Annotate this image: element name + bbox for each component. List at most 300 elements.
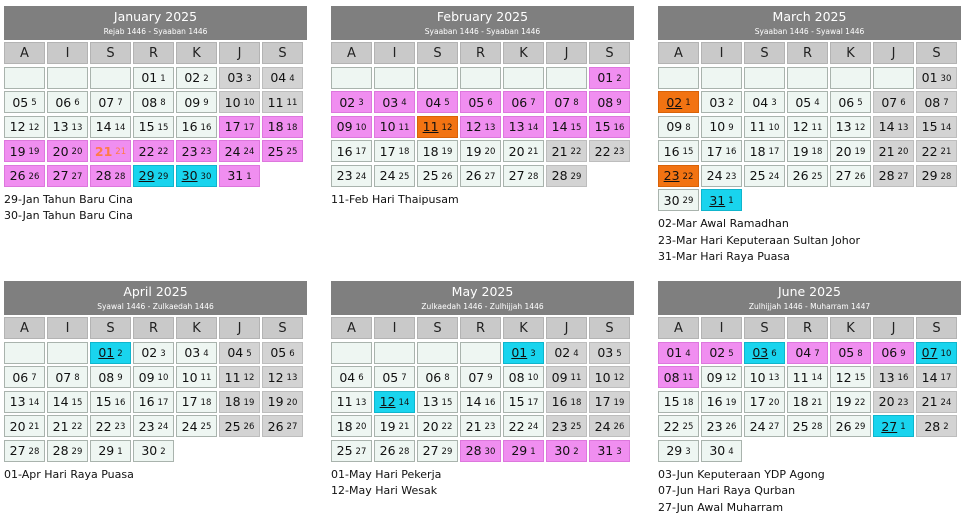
day-cell[interactable] bbox=[47, 116, 88, 138]
day-cell[interactable] bbox=[374, 91, 415, 113]
weekday-header: S bbox=[589, 42, 630, 64]
gregorian-day: 09 bbox=[707, 370, 723, 385]
gregorian-day: 30 bbox=[182, 168, 198, 183]
day-cell[interactable] bbox=[873, 391, 914, 413]
hijri-day: 2 bbox=[943, 422, 948, 432]
day-cell[interactable] bbox=[658, 116, 699, 138]
day-cell[interactable] bbox=[916, 165, 957, 187]
day-cell[interactable] bbox=[133, 391, 174, 413]
hijri-day: 4 bbox=[401, 98, 406, 108]
hijri-day: 25 bbox=[812, 172, 823, 182]
day-cell[interactable] bbox=[744, 165, 785, 187]
month-title: March 2025 bbox=[658, 9, 961, 24]
day-cell[interactable] bbox=[90, 440, 131, 462]
day-cell[interactable] bbox=[503, 366, 544, 388]
day-cell[interactable] bbox=[374, 391, 415, 413]
day-cell[interactable] bbox=[830, 165, 871, 187]
day-cell[interactable] bbox=[744, 140, 785, 162]
day-cell[interactable] bbox=[90, 391, 131, 413]
day-cell[interactable] bbox=[331, 391, 372, 413]
weekday-header: I bbox=[374, 42, 415, 64]
gregorian-day: 21 bbox=[466, 419, 482, 434]
day-cell[interactable] bbox=[133, 165, 174, 187]
gregorian-day: 28 bbox=[924, 419, 940, 434]
day-cell[interactable] bbox=[90, 342, 131, 364]
day-cell[interactable] bbox=[47, 415, 88, 437]
day-cell[interactable] bbox=[90, 140, 131, 162]
hijri-day: 12 bbox=[614, 373, 625, 383]
day-cell[interactable] bbox=[503, 342, 544, 364]
day-cell[interactable] bbox=[133, 366, 174, 388]
day-cell[interactable] bbox=[47, 91, 88, 113]
gregorian-day: 23 bbox=[139, 419, 155, 434]
day-cell[interactable] bbox=[176, 366, 217, 388]
day-cell[interactable] bbox=[589, 440, 630, 462]
day-cell[interactable] bbox=[744, 415, 785, 437]
day-cell[interactable] bbox=[417, 391, 458, 413]
hijri-day: 8 bbox=[74, 373, 79, 383]
day-cell[interactable] bbox=[219, 342, 260, 364]
day-cell[interactable] bbox=[4, 91, 45, 113]
day-cell[interactable] bbox=[331, 415, 372, 437]
hijri-day: 14 bbox=[29, 398, 40, 408]
gregorian-day: 13 bbox=[10, 394, 26, 409]
day-cell[interactable] bbox=[658, 165, 699, 187]
day-cell[interactable] bbox=[4, 440, 45, 462]
day-cell[interactable] bbox=[219, 116, 260, 138]
hijri-day: 5 bbox=[616, 349, 621, 359]
day-cell[interactable] bbox=[873, 366, 914, 388]
day-cell[interactable] bbox=[262, 91, 303, 113]
day-cell[interactable] bbox=[701, 91, 742, 113]
day-cell[interactable] bbox=[4, 140, 45, 162]
gregorian-day: 30 bbox=[554, 443, 570, 458]
day-cell[interactable] bbox=[503, 91, 544, 113]
day-cell[interactable] bbox=[830, 391, 871, 413]
weekday-header: S bbox=[90, 317, 131, 339]
day-cell[interactable] bbox=[873, 342, 914, 364]
day-cell[interactable] bbox=[262, 140, 303, 162]
day-cell[interactable] bbox=[787, 140, 828, 162]
day-cell[interactable] bbox=[744, 91, 785, 113]
day-cell[interactable] bbox=[90, 165, 131, 187]
hijri-day: 21 bbox=[115, 147, 126, 157]
day-cell[interactable] bbox=[460, 91, 501, 113]
day-cell[interactable] bbox=[658, 366, 699, 388]
day-cell[interactable] bbox=[417, 116, 458, 138]
gregorian-day: 10 bbox=[380, 119, 396, 134]
hijri-day: 17 bbox=[244, 123, 255, 133]
gregorian-day: 16 bbox=[337, 144, 353, 159]
day-cell[interactable] bbox=[176, 391, 217, 413]
hijri-day: 22 bbox=[855, 398, 866, 408]
day-cell[interactable] bbox=[417, 415, 458, 437]
gregorian-day: 27 bbox=[836, 168, 852, 183]
day-cell[interactable] bbox=[589, 116, 630, 138]
day-cell[interactable] bbox=[916, 391, 957, 413]
gregorian-day: 15 bbox=[922, 119, 938, 134]
gregorian-day: 14 bbox=[53, 394, 69, 409]
day-cell[interactable] bbox=[4, 116, 45, 138]
day-cell[interactable] bbox=[589, 391, 630, 413]
hijri-day: 1 bbox=[117, 447, 122, 457]
day-cell[interactable] bbox=[787, 165, 828, 187]
day-cell[interactable] bbox=[503, 140, 544, 162]
day-cell[interactable] bbox=[219, 366, 260, 388]
day-cell[interactable] bbox=[546, 366, 587, 388]
day-cell[interactable] bbox=[176, 91, 217, 113]
hijri-day: 12 bbox=[244, 373, 255, 383]
day-cell[interactable] bbox=[546, 91, 587, 113]
day-cell[interactable] bbox=[873, 415, 914, 437]
holiday-notes bbox=[331, 467, 634, 500]
day-cell[interactable] bbox=[701, 342, 742, 364]
day-cell[interactable] bbox=[331, 165, 372, 187]
hijri-day: 1 bbox=[160, 74, 165, 84]
day-cell[interactable] bbox=[219, 67, 260, 89]
day-cell[interactable] bbox=[374, 440, 415, 462]
gregorian-day: 06 bbox=[881, 345, 897, 360]
day-cell[interactable] bbox=[133, 415, 174, 437]
hijri-day: 1 bbox=[530, 447, 535, 457]
empty-day-cell bbox=[658, 67, 699, 89]
weekday-header: S bbox=[90, 42, 131, 64]
day-cell[interactable] bbox=[417, 91, 458, 113]
gregorian-day: 27 bbox=[881, 419, 897, 434]
day-cell[interactable] bbox=[47, 391, 88, 413]
day-cell[interactable] bbox=[47, 140, 88, 162]
day-cell[interactable] bbox=[417, 366, 458, 388]
day-cell[interactable] bbox=[701, 165, 742, 187]
hijri-day: 26 bbox=[614, 422, 625, 432]
day-cell[interactable] bbox=[830, 140, 871, 162]
weekday-header: S bbox=[589, 317, 630, 339]
day-cell[interactable] bbox=[589, 366, 630, 388]
day-cell[interactable] bbox=[503, 440, 544, 462]
day-cell[interactable] bbox=[219, 140, 260, 162]
hijri-day: 17 bbox=[356, 147, 367, 157]
gregorian-day: 22 bbox=[922, 144, 938, 159]
gregorian-day: 19 bbox=[268, 394, 284, 409]
holiday-note: 02-Mar Awal Ramadhan bbox=[658, 216, 961, 233]
gregorian-day: 22 bbox=[96, 419, 112, 434]
gregorian-day: 21 bbox=[53, 419, 69, 434]
hijri-day: 28 bbox=[115, 172, 126, 182]
day-cell[interactable] bbox=[658, 342, 699, 364]
hijri-day: 1 bbox=[685, 98, 690, 108]
day-cell[interactable] bbox=[460, 165, 501, 187]
day-cell[interactable] bbox=[916, 116, 957, 138]
day-cell[interactable] bbox=[916, 415, 957, 437]
gregorian-day: 26 bbox=[380, 443, 396, 458]
day-cell[interactable] bbox=[417, 140, 458, 162]
day-cell[interactable] bbox=[589, 140, 630, 162]
day-cell[interactable] bbox=[744, 391, 785, 413]
day-cell[interactable] bbox=[331, 116, 372, 138]
weekday-header: J bbox=[873, 317, 914, 339]
hijri-day: 22 bbox=[158, 147, 169, 157]
day-cell[interactable] bbox=[658, 391, 699, 413]
day-cell[interactable] bbox=[503, 391, 544, 413]
gregorian-day: 19 bbox=[466, 144, 482, 159]
day-cell[interactable] bbox=[873, 116, 914, 138]
day-cell[interactable] bbox=[4, 366, 45, 388]
day-cell[interactable] bbox=[331, 140, 372, 162]
day-cell[interactable] bbox=[176, 67, 217, 89]
day-cell[interactable] bbox=[658, 440, 699, 462]
hijri-day: 28 bbox=[528, 172, 539, 182]
day-cell[interactable] bbox=[90, 91, 131, 113]
day-cell[interactable] bbox=[90, 415, 131, 437]
day-cell[interactable] bbox=[262, 366, 303, 388]
hijri-day: 16 bbox=[726, 147, 737, 157]
day-cell[interactable] bbox=[460, 415, 501, 437]
day-cell[interactable] bbox=[176, 342, 217, 364]
day-cell[interactable] bbox=[873, 165, 914, 187]
hijri-day: 20 bbox=[769, 398, 780, 408]
day-cell[interactable] bbox=[589, 342, 630, 364]
hijri-day: 27 bbox=[485, 172, 496, 182]
weekday-header: S bbox=[916, 42, 957, 64]
hijri-day: 5 bbox=[444, 98, 449, 108]
day-cell[interactable] bbox=[133, 91, 174, 113]
day-cell[interactable] bbox=[830, 342, 871, 364]
empty-day-cell bbox=[701, 67, 742, 89]
day-cell[interactable] bbox=[701, 415, 742, 437]
day-cell[interactable] bbox=[546, 116, 587, 138]
day-cell[interactable] bbox=[503, 116, 544, 138]
day-cell[interactable] bbox=[589, 415, 630, 437]
hijri-day: 19 bbox=[244, 398, 255, 408]
month-grid bbox=[658, 42, 961, 211]
day-cell[interactable] bbox=[4, 391, 45, 413]
day-cell[interactable] bbox=[176, 140, 217, 162]
day-cell[interactable] bbox=[546, 440, 587, 462]
hijri-day: 16 bbox=[485, 398, 496, 408]
month-grid bbox=[4, 42, 307, 187]
day-cell[interactable] bbox=[90, 116, 131, 138]
day-cell[interactable] bbox=[873, 91, 914, 113]
day-cell[interactable] bbox=[176, 165, 217, 187]
day-cell[interactable] bbox=[830, 415, 871, 437]
day-cell[interactable] bbox=[219, 391, 260, 413]
weekday-header: J bbox=[219, 317, 260, 339]
weekday-header: S bbox=[744, 42, 785, 64]
gregorian-day: 02 bbox=[141, 345, 157, 360]
day-cell[interactable] bbox=[701, 116, 742, 138]
day-cell[interactable] bbox=[701, 440, 742, 462]
hijri-day: 28 bbox=[399, 447, 410, 457]
day-cell[interactable] bbox=[546, 415, 587, 437]
holiday-note: 03-Jun Keputeraan YDP Agong bbox=[658, 467, 961, 484]
day-cell[interactable] bbox=[331, 366, 372, 388]
day-cell[interactable] bbox=[787, 391, 828, 413]
gregorian-day: 07 bbox=[881, 95, 897, 110]
day-cell[interactable] bbox=[701, 391, 742, 413]
day-cell[interactable] bbox=[4, 415, 45, 437]
gregorian-day: 27 bbox=[10, 443, 26, 458]
hijri-day: 30 bbox=[201, 172, 212, 182]
day-cell[interactable] bbox=[374, 140, 415, 162]
day-cell[interactable] bbox=[460, 116, 501, 138]
day-cell[interactable] bbox=[331, 440, 372, 462]
day-cell[interactable] bbox=[262, 116, 303, 138]
day-cell[interactable] bbox=[133, 67, 174, 89]
day-cell[interactable] bbox=[374, 366, 415, 388]
day-cell[interactable] bbox=[873, 140, 914, 162]
hijri-day: 28 bbox=[812, 422, 823, 432]
day-cell[interactable] bbox=[658, 415, 699, 437]
day-cell[interactable] bbox=[787, 116, 828, 138]
day-cell[interactable] bbox=[658, 140, 699, 162]
day-cell[interactable] bbox=[374, 165, 415, 187]
day-cell[interactable] bbox=[417, 440, 458, 462]
weekday-header: J bbox=[546, 42, 587, 64]
holiday-note: 23-Mar Hari Keputeraan Sultan Johor bbox=[658, 233, 961, 250]
gregorian-day: 15 bbox=[96, 394, 112, 409]
day-cell[interactable] bbox=[787, 91, 828, 113]
hijri-day: 5 bbox=[246, 349, 251, 359]
hijri-day: 10 bbox=[158, 373, 169, 383]
day-cell[interactable] bbox=[219, 91, 260, 113]
hijri-day: 19 bbox=[29, 147, 40, 157]
empty-day-cell bbox=[417, 342, 458, 364]
day-cell[interactable] bbox=[546, 342, 587, 364]
month-grid bbox=[331, 42, 634, 187]
day-cell[interactable] bbox=[90, 366, 131, 388]
day-cell[interactable] bbox=[701, 189, 742, 211]
day-cell[interactable] bbox=[417, 165, 458, 187]
gregorian-day: 14 bbox=[922, 370, 938, 385]
day-cell[interactable] bbox=[546, 165, 587, 187]
hijri-day: 9 bbox=[728, 123, 733, 133]
gregorian-day: 07 bbox=[468, 370, 484, 385]
gregorian-day: 29 bbox=[139, 168, 155, 183]
weekday-header: I bbox=[701, 42, 742, 64]
day-cell[interactable] bbox=[47, 440, 88, 462]
day-cell[interactable] bbox=[47, 165, 88, 187]
hijri-day: 14 bbox=[528, 123, 539, 133]
gregorian-day: 17 bbox=[707, 144, 723, 159]
day-cell[interactable] bbox=[589, 91, 630, 113]
day-cell[interactable] bbox=[916, 91, 957, 113]
day-cell[interactable] bbox=[787, 342, 828, 364]
day-cell[interactable] bbox=[219, 165, 260, 187]
hijri-range: Zulkaedah 1446 - Zulhijjah 1446 bbox=[331, 302, 634, 311]
day-cell[interactable] bbox=[701, 140, 742, 162]
day-cell[interactable] bbox=[744, 342, 785, 364]
gregorian-day: 28 bbox=[53, 443, 69, 458]
day-cell[interactable] bbox=[830, 91, 871, 113]
day-cell[interactable] bbox=[460, 391, 501, 413]
day-cell[interactable] bbox=[546, 391, 587, 413]
day-cell[interactable] bbox=[830, 116, 871, 138]
day-cell[interactable] bbox=[47, 366, 88, 388]
day-cell[interactable] bbox=[658, 189, 699, 211]
day-cell[interactable] bbox=[219, 415, 260, 437]
day-cell[interactable] bbox=[374, 415, 415, 437]
day-cell[interactable] bbox=[658, 91, 699, 113]
hijri-day: 22 bbox=[442, 422, 453, 432]
day-cell[interactable] bbox=[787, 366, 828, 388]
day-cell[interactable] bbox=[916, 140, 957, 162]
gregorian-day: 07 bbox=[554, 95, 570, 110]
weekday-header: I bbox=[47, 317, 88, 339]
day-cell[interactable] bbox=[460, 366, 501, 388]
day-cell[interactable] bbox=[4, 165, 45, 187]
gregorian-day: 09 bbox=[552, 370, 568, 385]
day-cell[interactable] bbox=[744, 366, 785, 388]
day-cell[interactable] bbox=[176, 415, 217, 437]
day-cell[interactable] bbox=[262, 342, 303, 364]
day-cell[interactable] bbox=[744, 116, 785, 138]
empty-day-cell bbox=[90, 67, 131, 89]
gregorian-day: 21 bbox=[552, 144, 568, 159]
day-cell[interactable] bbox=[787, 415, 828, 437]
day-cell[interactable] bbox=[133, 440, 174, 462]
day-cell[interactable] bbox=[916, 366, 957, 388]
gregorian-day: 17 bbox=[750, 394, 766, 409]
hijri-day: 16 bbox=[898, 373, 909, 383]
gregorian-day: 24 bbox=[182, 419, 198, 434]
day-cell[interactable] bbox=[503, 415, 544, 437]
day-cell[interactable] bbox=[133, 116, 174, 138]
day-cell[interactable] bbox=[176, 116, 217, 138]
weekday-header: K bbox=[176, 42, 217, 64]
day-cell[interactable] bbox=[133, 342, 174, 364]
holiday-note: 11-Feb Hari Thaipusam bbox=[331, 192, 634, 209]
day-cell[interactable] bbox=[503, 165, 544, 187]
holiday-note: 01-May Hari Pekerja bbox=[331, 467, 634, 484]
month-header bbox=[331, 281, 634, 315]
day-cell[interactable] bbox=[546, 140, 587, 162]
day-cell[interactable] bbox=[460, 440, 501, 462]
weekday-header: A bbox=[4, 42, 45, 64]
day-cell[interactable] bbox=[133, 140, 174, 162]
gregorian-day: 12 bbox=[10, 119, 26, 134]
hijri-day: 24 bbox=[356, 172, 367, 182]
day-cell[interactable] bbox=[701, 366, 742, 388]
weekday-header: S bbox=[262, 317, 303, 339]
day-cell[interactable] bbox=[830, 366, 871, 388]
gregorian-day: 22 bbox=[595, 144, 611, 159]
gregorian-day: 06 bbox=[12, 370, 28, 385]
day-cell[interactable] bbox=[589, 67, 630, 89]
day-cell[interactable] bbox=[262, 67, 303, 89]
hijri-day: 3 bbox=[685, 447, 690, 457]
month-calendar-april bbox=[4, 281, 307, 483]
gregorian-day: 06 bbox=[425, 370, 441, 385]
day-cell[interactable] bbox=[460, 140, 501, 162]
hijri-day: 15 bbox=[72, 398, 83, 408]
day-cell[interactable] bbox=[262, 391, 303, 413]
day-cell[interactable] bbox=[331, 91, 372, 113]
hijri-day: 8 bbox=[685, 123, 690, 133]
day-cell[interactable] bbox=[262, 415, 303, 437]
gregorian-day: 23 bbox=[182, 144, 198, 159]
day-cell[interactable] bbox=[374, 116, 415, 138]
hijri-day: 3 bbox=[358, 98, 363, 108]
gregorian-day: 02 bbox=[184, 70, 200, 85]
day-cell[interactable] bbox=[916, 67, 957, 89]
weekday-header: J bbox=[219, 42, 260, 64]
gregorian-day: 03 bbox=[184, 345, 200, 360]
gregorian-day: 09 bbox=[337, 119, 353, 134]
hijri-day: 3 bbox=[771, 98, 776, 108]
gregorian-day: 26 bbox=[836, 419, 852, 434]
day-cell[interactable] bbox=[916, 342, 957, 364]
gregorian-day: 12 bbox=[836, 370, 852, 385]
